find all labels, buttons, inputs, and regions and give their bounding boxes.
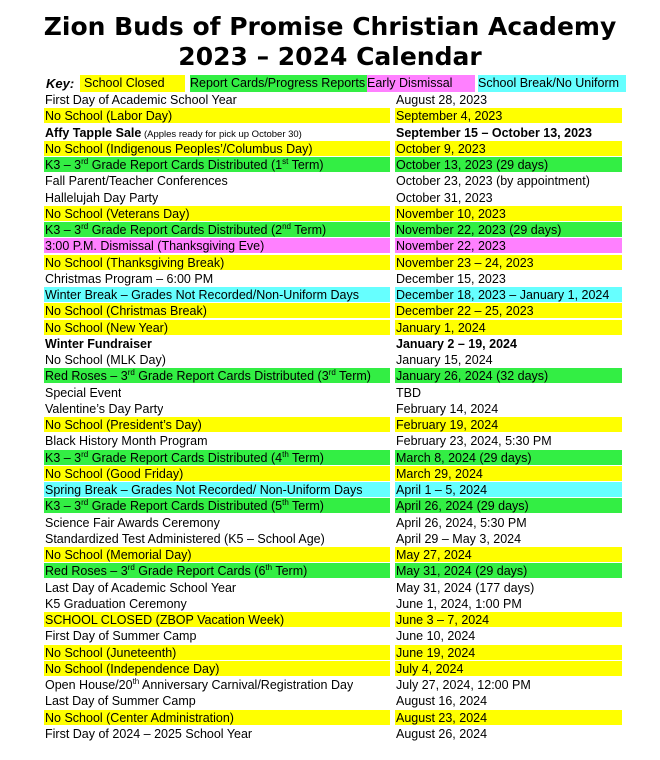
event-text: K3 – 3rd Grade Report Cards Distributed (4th Term) — [45, 449, 324, 465]
calendar-row — [0, 222, 660, 238]
event-name — [44, 173, 228, 188]
calendar-row — [0, 320, 660, 336]
event-name — [44, 482, 390, 497]
event-text: No School (President’s Day) — [45, 418, 202, 432]
event-text: Winter Break – Grades Not Recorded/Non-Uniform Days — [45, 288, 360, 302]
event-name — [44, 498, 390, 513]
event-date: April 1 – 5, 2024 — [395, 482, 622, 497]
event-text: No School (MLK Day) — [45, 353, 166, 367]
event-text: Science Fair Awards Ceremony — [45, 515, 220, 530]
calendar-row — [0, 612, 660, 628]
event-text: Standardized Test Administered (K5 – School Age) — [45, 531, 325, 546]
event-name — [44, 385, 121, 400]
event-name — [44, 466, 390, 481]
calendar-row — [0, 710, 660, 726]
calendar-row — [0, 417, 660, 433]
event-name — [44, 271, 213, 286]
page-title: Zion Buds of Promise Christian Academy — [43, 12, 617, 41]
event-text: First Day of 2024 – 2025 School Year — [45, 726, 253, 741]
event-date: August 23, 2024 — [395, 710, 622, 725]
event-date: June 19, 2024 — [395, 645, 622, 660]
event-text: Fall Parent/Teacher Conferences — [45, 174, 228, 189]
event-date: November 10, 2023 — [395, 206, 622, 221]
event-name — [44, 661, 390, 676]
calendar-row — [0, 255, 660, 271]
key-label: Key: — [46, 76, 75, 91]
event-name — [44, 368, 390, 383]
event-text: K3 – 3rd Grade Report Cards Distributed (2nd Term) — [45, 222, 327, 237]
calendar-row — [0, 547, 660, 563]
event-name — [44, 401, 163, 416]
key-school-break: School Break/No Uniform — [478, 75, 626, 92]
event-date: TBD — [396, 385, 421, 400]
event-text: No School (Good Friday) — [45, 466, 184, 481]
calendar-row — [0, 661, 660, 677]
event-name — [44, 710, 390, 725]
event-text: Last Day of Academic School Year — [45, 580, 237, 595]
event-name — [44, 580, 236, 595]
event-text: No School (New Year) — [45, 320, 168, 335]
event-text: Valentine’s Day Party — [45, 401, 164, 416]
key-early-dismissal: Early Dismissal — [367, 75, 475, 92]
calendar-row — [0, 466, 660, 482]
event-text: Affy Tapple Sale — [45, 125, 142, 140]
event-date: August 26, 2024 — [396, 726, 488, 741]
calendar-row — [0, 693, 660, 709]
calendar-row — [0, 125, 660, 141]
event-name — [44, 190, 158, 205]
event-date: June 3 – 7, 2024 — [395, 612, 622, 627]
event-date: February 23, 2024, 5:30 PM — [396, 434, 552, 449]
event-name — [44, 726, 252, 741]
event-name — [44, 303, 390, 318]
calendar-list — [0, 92, 660, 742]
event-date: April 26, 2024 (29 days) — [395, 498, 622, 513]
event-date: April 26, 2024, 5:30 PM — [396, 515, 527, 530]
event-name — [44, 336, 152, 351]
event-text: First Day of Summer Camp — [45, 629, 197, 644]
event-name — [44, 108, 390, 123]
event-date: January 1, 2024 — [395, 320, 622, 335]
event-name — [44, 141, 390, 156]
event-text: K3 – 3rd Grade Report Cards Distributed (5th Term) — [45, 498, 324, 514]
event-date: February 14, 2024 — [396, 401, 499, 416]
calendar-row — [0, 498, 660, 514]
event-text: No School (Independence Day) — [45, 661, 220, 676]
event-name — [44, 628, 196, 643]
event-date: August 28, 2023 — [396, 93, 488, 107]
event-note: (Apples ready for pick up October 30) — [141, 128, 302, 140]
calendar-row — [0, 206, 660, 222]
event-name — [44, 287, 390, 302]
event-text: No School (Center Administration) — [45, 710, 234, 725]
event-date: January 15, 2024 — [396, 353, 493, 367]
event-date: June 10, 2024 — [396, 629, 476, 644]
event-name — [44, 320, 390, 335]
event-name — [44, 206, 390, 221]
event-date: December 22 – 25, 2023 — [395, 303, 622, 318]
event-date: February 19, 2024 — [395, 417, 622, 432]
event-text: No School (Christmas Break) — [45, 304, 207, 319]
event-text: SCHOOL CLOSED (ZBOP Vacation Week) — [45, 613, 285, 627]
event-date: May 31, 2024 (177 days) — [396, 580, 535, 595]
event-date: August 16, 2024 — [396, 694, 488, 709]
event-date: July 4, 2024 — [395, 661, 622, 676]
event-date: December 15, 2023 — [396, 271, 506, 286]
event-text: Hallelujah Day Party — [45, 190, 159, 205]
event-text: No School (Memorial Day) — [45, 548, 192, 562]
event-name — [44, 531, 325, 546]
calendar-row — [0, 92, 660, 108]
key-school-closed: School Closed — [80, 75, 185, 92]
calendar-row — [0, 385, 660, 401]
event-date: March 8, 2024 (29 days) — [395, 450, 622, 465]
event-text: No School (Indigenous Peoples’/Columbus Day) — [45, 141, 313, 156]
event-date: January 26, 2024 (32 days) — [395, 368, 622, 383]
event-name — [44, 450, 390, 465]
event-name — [44, 222, 390, 237]
event-text: Open House/20th Anniversary Carnival/Registration Day — [45, 677, 354, 692]
event-date: September 4, 2023 — [395, 108, 622, 123]
event-name — [44, 255, 390, 270]
event-name — [44, 515, 220, 530]
calendar-row — [0, 368, 660, 384]
event-text: No School (Veterans Day) — [45, 206, 190, 221]
event-text: K5 Graduation Ceremony — [45, 596, 187, 611]
calendar-row — [0, 190, 660, 206]
key-report-cards: Report Cards/Progress Reports — [190, 76, 366, 90]
calendar-row — [0, 628, 660, 644]
event-name — [44, 645, 390, 660]
event-date: September 15 – October 13, 2023 — [396, 125, 592, 140]
calendar-row — [0, 157, 660, 173]
calendar-row — [0, 677, 660, 693]
event-name — [44, 433, 208, 448]
calendar-row — [0, 563, 660, 579]
calendar-row — [0, 352, 660, 368]
calendar-row — [0, 303, 660, 319]
calendar-row — [0, 482, 660, 498]
event-text: First Day of Academic School Year — [45, 93, 237, 107]
event-name — [44, 238, 390, 253]
event-date: June 1, 2024, 1:00 PM — [396, 596, 522, 611]
event-date: October 9, 2023 — [395, 141, 622, 156]
event-name — [44, 92, 237, 107]
event-name — [44, 677, 353, 692]
event-name — [44, 352, 166, 367]
event-date: November 22, 2023 (29 days) — [395, 222, 622, 237]
event-text: No School (Labor Day) — [45, 109, 173, 124]
calendar-row — [0, 173, 660, 189]
calendar-row — [0, 726, 660, 742]
event-date: November 22, 2023 — [395, 238, 622, 253]
event-date: May 31, 2024 (29 days) — [395, 563, 622, 578]
event-date: March 29, 2024 — [395, 466, 622, 481]
event-date: November 23 – 24, 2023 — [395, 255, 622, 270]
page-subtitle: 2023 – 2024 Calendar — [178, 42, 482, 71]
calendar-row — [0, 531, 660, 547]
event-text: Spring Break – Grades Not Recorded/ Non-Uniform Days — [45, 483, 363, 497]
event-date: October 23, 2023 (by appointment) — [396, 174, 590, 189]
calendar-row — [0, 401, 660, 417]
calendar-row — [0, 287, 660, 303]
event-date: December 18, 2023 – January 1, 2024 — [395, 287, 622, 302]
calendar-row — [0, 108, 660, 124]
event-text: Black History Month Program — [45, 434, 208, 449]
event-text: Last Day of Summer Camp — [45, 694, 196, 709]
event-date: July 27, 2024, 12:00 PM — [396, 678, 531, 692]
calendar-row — [0, 645, 660, 661]
event-date: January 2 – 19, 2024 — [396, 336, 517, 351]
calendar-row — [0, 515, 660, 531]
calendar-row — [0, 450, 660, 466]
event-text: Red Roses – 3rd Grade Report Cards Distributed (3rd Term) — [45, 368, 371, 384]
event-text: No School (Juneteenth) — [45, 645, 177, 660]
event-text: Winter Fundraiser — [45, 336, 152, 351]
event-name — [44, 563, 390, 578]
calendar-row — [0, 141, 660, 157]
event-date: October 31, 2023 — [396, 190, 493, 205]
event-text: Red Roses – 3rd Grade Report Cards (6th Term) — [45, 563, 308, 579]
calendar-row — [0, 336, 660, 352]
event-date: October 13, 2023 (29 days) — [395, 157, 622, 172]
color-key — [44, 75, 626, 92]
event-name — [44, 596, 187, 611]
event-text: 3:00 P.M. Dismissal (Thanksgiving Eve) — [45, 239, 265, 254]
event-text: K3 – 3rd Grade Report Cards Distributed (1st Term) — [45, 157, 324, 172]
event-name — [44, 125, 302, 140]
calendar-row — [0, 238, 660, 254]
calendar-row — [0, 580, 660, 596]
calendar-row — [0, 596, 660, 612]
event-date: April 29 – May 3, 2024 — [396, 531, 522, 546]
calendar-row — [0, 271, 660, 287]
event-name — [44, 417, 390, 432]
event-name — [44, 157, 390, 172]
event-name — [44, 547, 390, 562]
event-text: Special Event — [45, 385, 122, 400]
event-text: Christmas Program – 6:00 PM — [45, 271, 214, 286]
calendar-row — [0, 433, 660, 449]
event-text: No School (Thanksgiving Break) — [45, 255, 225, 270]
event-name — [44, 693, 196, 708]
event-name — [44, 612, 390, 627]
event-date: May 27, 2024 — [395, 547, 622, 562]
